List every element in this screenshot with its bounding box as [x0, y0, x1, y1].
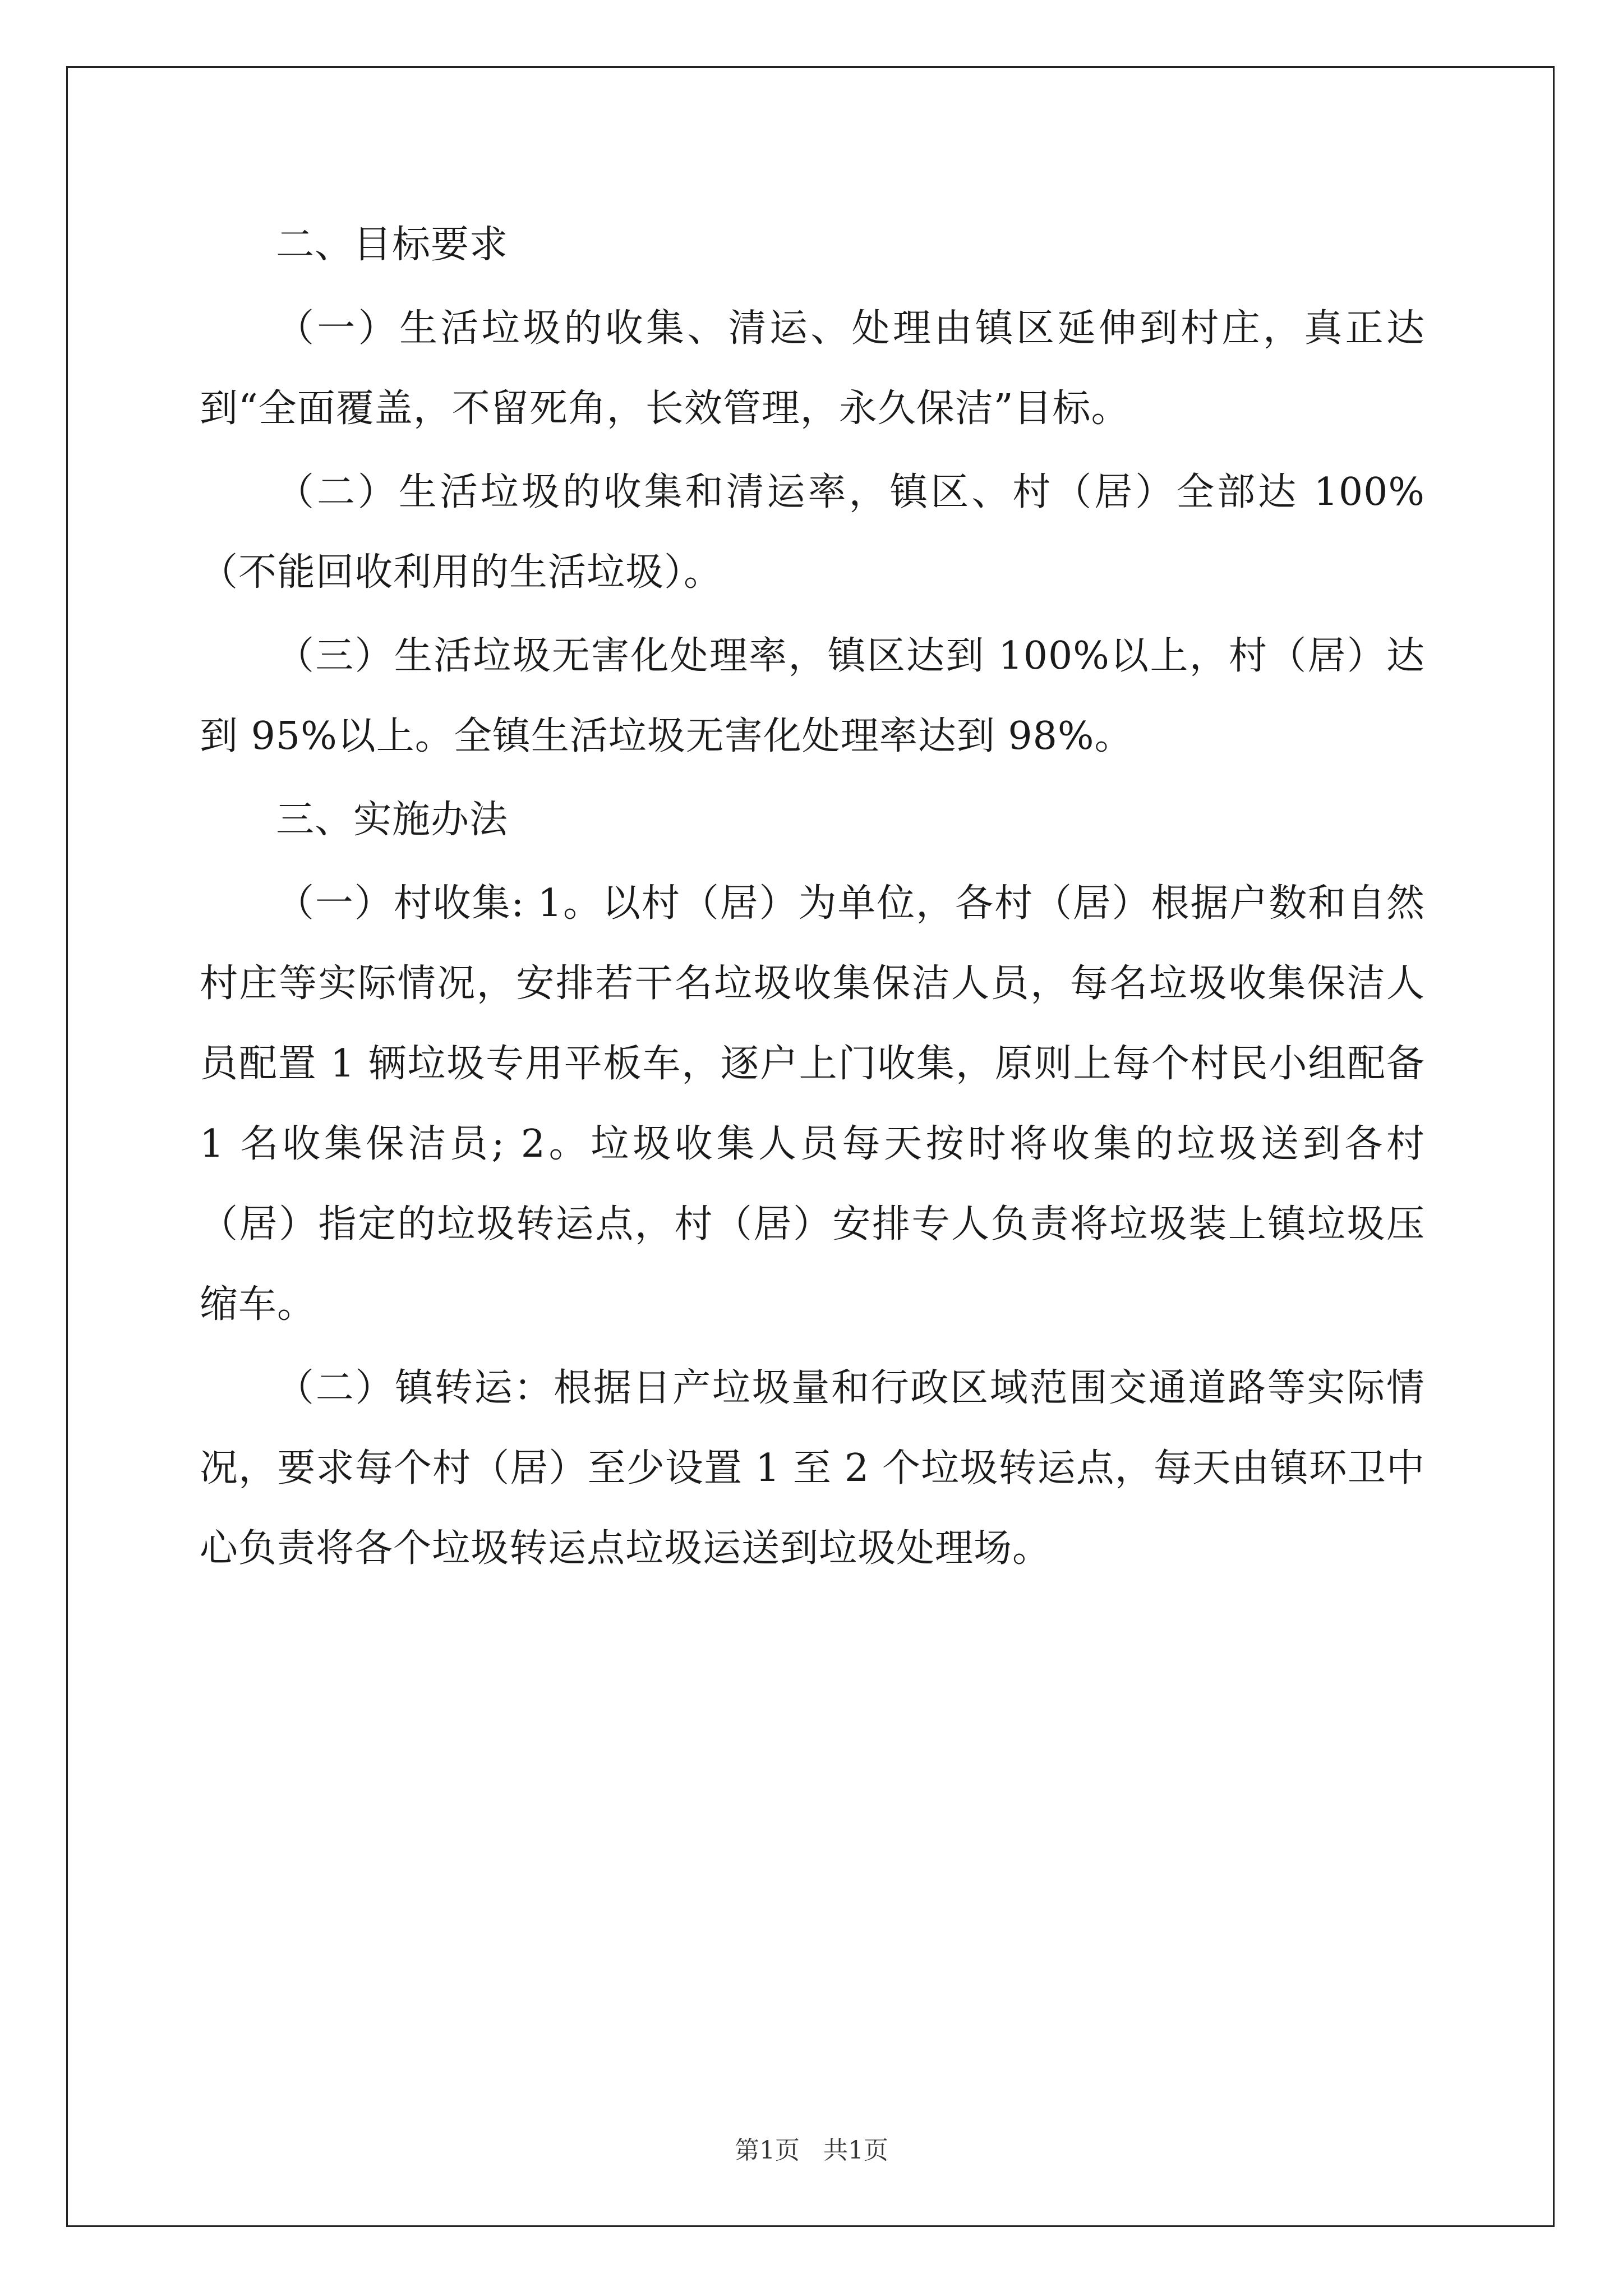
page-number-label: 第1页 共1页	[735, 2136, 888, 2165]
paragraph-method-1: （一）村收集: 1。以村（居）为单位，各村（居）根据户数和自然村庄等实际情况，安排若干名垃圾收集保洁人员，每名垃圾收集保洁人员配置 1 辆垃圾专用平板车，逐户上门收集，原则上每个村民小组配备 1 名收集保洁员; 2。垃圾收集人员每天按时将收集的垃圾送到各村（居）指定的垃圾转运点，村（居）安排专人负责将垃圾装上镇垃圾压缩车。	[200, 881, 1425, 1327]
heading-goals: 二、目标要求	[276, 223, 509, 267]
heading-methods: 三、实施办法	[276, 798, 509, 842]
document-body	[200, 205, 1425, 1592]
paragraph-goal-2: （二）生活垃圾的收集和清运率，镇区、村（居）全部达 100%（不能回收利用的生活垃圾）。	[200, 470, 1425, 595]
paragraph-goal-3: （三）生活垃圾无害化处理率，镇区达到 100%以上，村（居）达到 95%以上。全镇生活垃圾无害化处理率达到 98%。	[200, 634, 1425, 758]
paragraph-goal-1: （一）生活垃圾的收集、清运、处理由镇区延伸到村庄，真正达到“全面覆盖，不留死角，长效管理，永久保洁”目标。	[200, 306, 1425, 431]
page-footer	[0, 2130, 1623, 2166]
paragraph-method-2: （二）镇转运：根据日产垃圾量和行政区域范围交通道路等实际情况，要求每个村（居）至少设置 1 至 2 个垃圾转运点，每天由镇环卫中心负责将各个垃圾转运点垃圾运送到垃圾处理场。	[200, 1366, 1425, 1571]
